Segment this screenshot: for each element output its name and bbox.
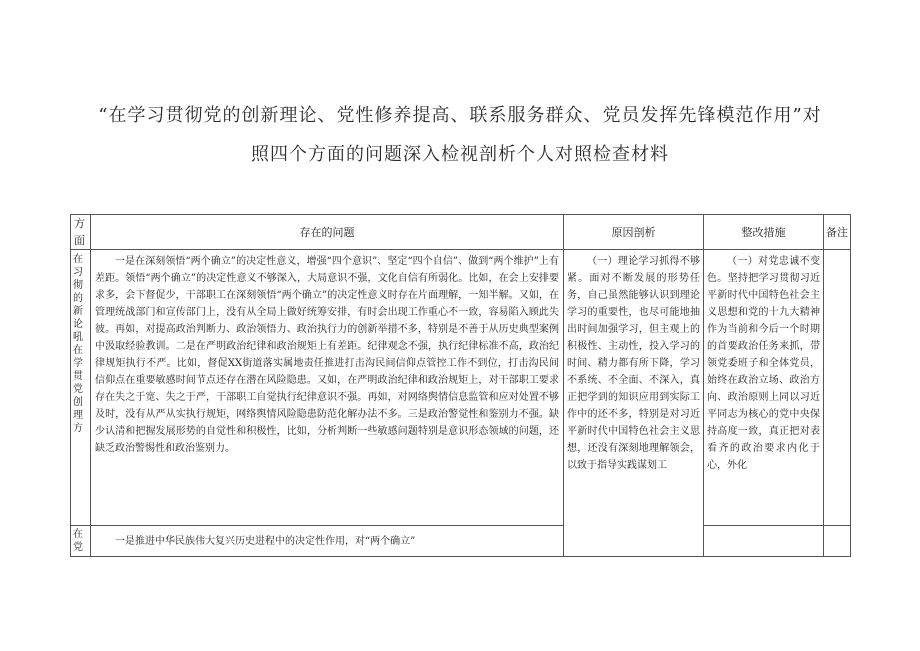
problem-text: 一是推进中华民族伟大复兴历史进程中的决定性作用，对“两个确立” [115, 535, 416, 547]
header-cause: 原因剖析 [564, 215, 704, 250]
check-table [70, 214, 851, 557]
cause-cell [564, 250, 704, 557]
fix-text: （一）对党忠诚不变色。坚持把学习贯彻习近平新时代中国特色社会主义思想和党的十九大精神作为当前和今后一个时期的首要政治任务来抓，带领党委班子和全体党员，始终在政治立场、政治方向、政治原则上同以习近平同志为核心的党中央保持高度一致，真正把对表看齐的政治要求内化于心，外化 [707, 256, 820, 471]
header-fix: 整改措施 [704, 215, 824, 250]
aspect-cell: 在习彻的新论吼在学贯党创理方 [71, 250, 91, 526]
document-title-line1: “在学习贯彻党的创新理论、党性修养提高、联系服务群众、党员发挥先锋模范作用”对 [98, 105, 822, 126]
table-header-row [71, 215, 851, 250]
header-problem: 存在的问题 [91, 215, 564, 250]
document-title-line2: 照四个方面的问题深入检视剖析个人对照检查材料 [251, 144, 669, 165]
fix-cell [704, 250, 824, 526]
aspect-cell: 在党 [71, 526, 91, 557]
table-row [71, 250, 851, 526]
remark-cell [824, 250, 851, 526]
header-remark: 备注 [824, 215, 851, 250]
problem-text: 一是在深刻领悟“两个确立”的决定性意义，增强“四个意识”、坚定“四个自信”、做到“两个维护”上有差距。领悟“两个确立”的决定性意义不够深入，大局意识不强，文化自信有所弱化。比如，在会上安排要求多，会下督促少，干部职工在深刻领悟“两个确立”的决定性意义时存在片面理解，一知半解。又如，在管理统战部门和宣传部门上，没有从全局上做好统筹安排，有时会出现工作重心不一致，容易陷入顾此失彼。再如，对提高政治判断力、政治领悟力、政治执行力的创新举措不多，特别是不善于从历史典型案例中汲取经验教训。二是在严明政治纪律和政治规矩上有差距。纪律观念不强，执行纪律标准不高，政治纪律规矩执行不严。比如，督促XX街道落实属地责任推进打击沟民间信仰点管控工作不到位，打击沟民间信仰点在重要敏感时间节点还存在潜在风险隐患。又如，在严明政治纪律和政治规矩上，对干部职工要求存在失之于宽、失之于严，干部职工自觉执行纪律意识不强。再如，对网络舆情信息监管和应对处置不够及时，没有从严从实执行规矩，网络舆情风险隐患防范化解办法不多。三是政治警觉性和鉴别力不强。缺少认清和把握发展形势的自觉性和积极性，比如，分析判断一些敏感问题特别是意识形态领域的问题，还缺乏政治警惕性和政治鉴别力。 [95, 256, 559, 454]
problem-cell [91, 250, 564, 526]
remark-cell [824, 526, 851, 557]
table-row [71, 526, 851, 557]
header-aspect: 方面 [71, 215, 91, 250]
cause-text: （一）理论学习抓得不够紧。面对不断发展的形势任务，自己虽然能够认识到理论学习的重要性，也尽可能地抽出时间加强学习，但主观上的积极性、主动性，投入学习的时间、精力都有所下降，学习不系统、不全面、不深入，真正把学到的知识应用到实际工作中的还不多，特别是对习近平新时代中国特色社会主义思想，还没有深刻地理解领会，以致于指导实践谋划工 [567, 256, 700, 471]
problem-cell [91, 526, 564, 557]
fix-cell [704, 526, 824, 557]
